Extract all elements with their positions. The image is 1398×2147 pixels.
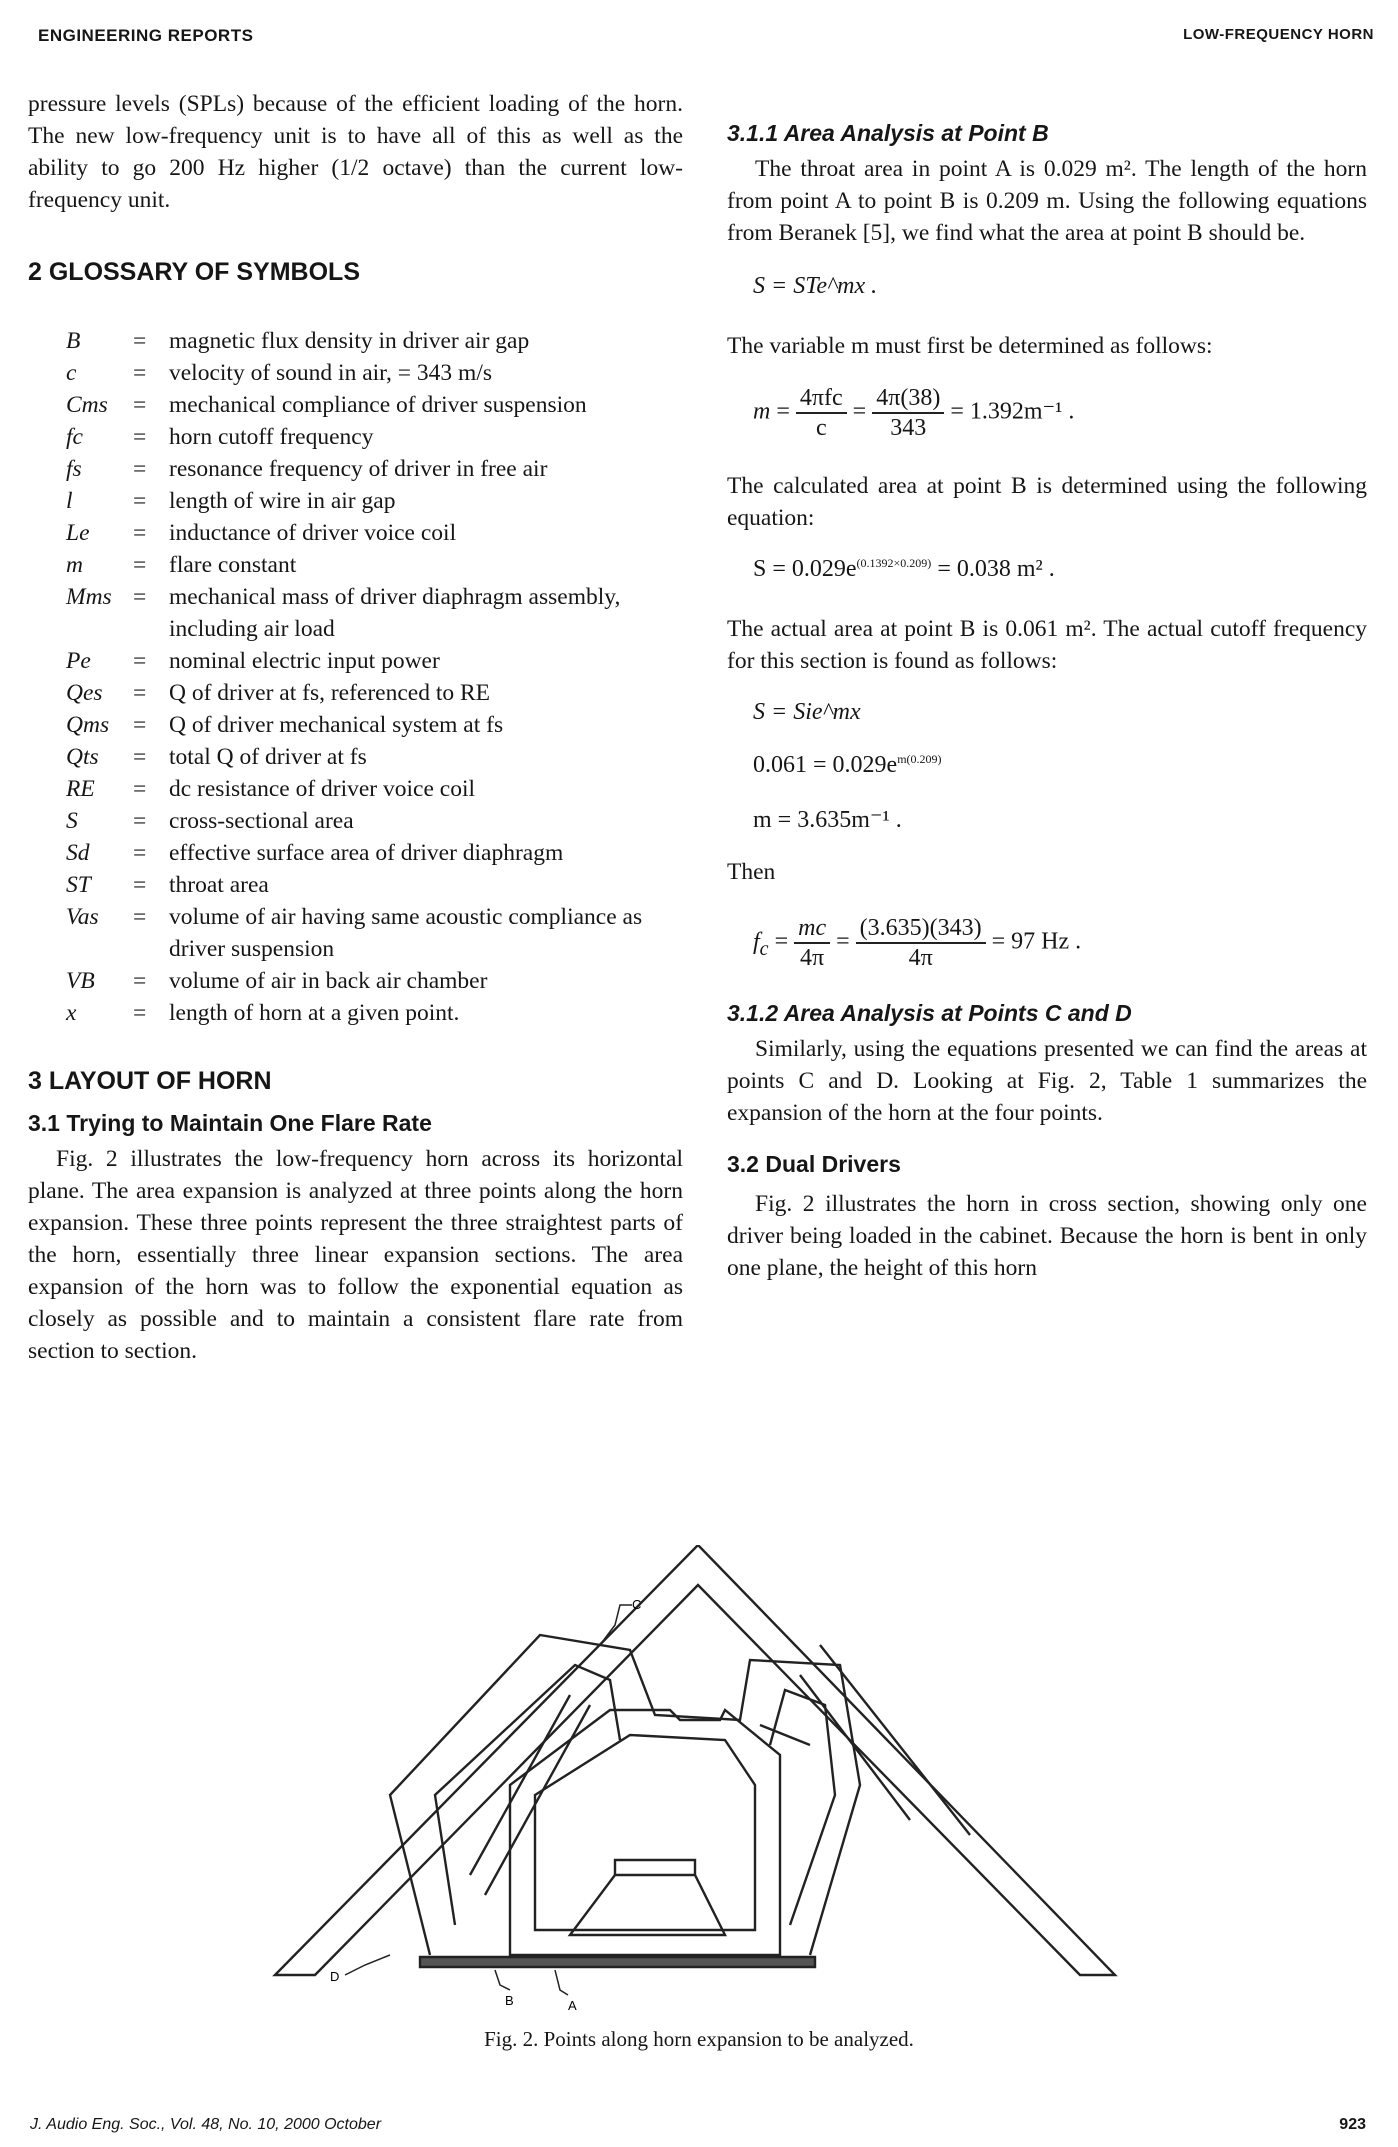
section-3-1-1-heading: 3.1.1 Area Analysis at Point B [727,120,1049,146]
section-3-1-2-text: Similarly, using the equations presented we can find the areas at points C and D. Looking at Fig. 2, Table 1 summarizes the expansion of the horn at the four points. [727,1036,1367,1126]
horn-channel-4 [820,1645,970,1835]
eq5-lhs: 0.061 = 0.029e [753,752,898,778]
text-flare-constant: The variable m must first be determined as follows: [727,333,1213,359]
eq7-num2: (3.635)(343) [856,914,986,944]
eq3-result: = 0.038 m² . [931,556,1055,582]
glossary-row [28,837,683,869]
glossary-definition: Q of driver mechanical system at fs [169,712,504,738]
glossary-row [28,677,683,709]
glossary-equals: = [133,808,147,834]
glossary-symbol: Qms [66,712,110,738]
running-header-left: ENGINEERING REPORTS [38,26,254,45]
glossary-row [28,645,683,677]
running-header-right: LOW-FREQUENCY HORN [1183,26,1374,43]
page-number: 923 [1339,2116,1366,2133]
glossary-equals: = [133,776,147,802]
glossary-row [28,549,683,581]
glossary-equals: = [133,1000,147,1026]
cabinet-outline [275,1545,1115,1975]
equation-7: $f_c$ = $\frac{mc}{4\pi}$ = $\frac{(3.635)(343)}{4\pi}$ = 97 Hz . [753,915,1082,971]
glossary-row [28,869,683,901]
horn-inner-wall-left [435,1665,620,1925]
glossary-symbol: VB [66,968,95,994]
glossary-equals: = [133,392,147,418]
glossary-symbol: B [66,328,81,354]
glossary-heading: 2 GLOSSARY OF SYMBOLS [28,258,360,286]
eq7-den2: 4π [908,945,933,971]
eq7-num1: mc [794,914,830,944]
glossary-definition: mechanical compliance of driver suspension [169,392,587,418]
glossary-definition: length of horn at a given point. [169,1000,460,1026]
left-column [28,88,683,1367]
eq7-result: = 97 Hz . [991,928,1082,955]
intro-paragraph: pressure levels (SPLs) because of the efficient loading of the horn. The new low-frequency unit is to have all of this as well as the ability to go 200 Hz higher (1/2 octave) than the current low-frequency unit. [28,91,683,213]
section-3-1-2-heading: 3.1.2 Area Analysis at Points C and D [727,1000,1132,1026]
glossary-symbol: fs [66,456,82,482]
glossary-symbol: S [66,808,78,834]
glossary-equals: = [133,360,147,386]
glossary-symbol: m [66,552,83,578]
glossary-equals: = [133,744,147,770]
glossary-symbol: Qts [66,744,99,770]
label-point-a: A [568,1998,577,2013]
glossary-row [28,421,683,453]
eq2-den1: c [815,415,827,441]
text-actual-area: The actual area at point B is 0.061 m². The actual cutoff frequency for this section is found as follows: [727,616,1367,674]
glossary-row [28,453,683,485]
eq3-lhs: S = 0.029e [753,556,857,582]
eq7-den1: 4π [800,945,825,971]
glossary-symbol: RE [66,776,95,802]
glossary-equals: = [133,904,147,930]
equation-3 [753,556,1367,583]
glossary-equals: = [133,648,147,674]
glossary-symbol: ST [66,872,91,898]
glossary-equals: = [133,520,147,546]
driver-chamber [510,1710,780,1955]
leader-c [600,1605,632,1645]
glossary-symbol: l [66,488,73,514]
glossary-definition: cross-sectional area [169,808,354,834]
driver-inner-chamber [535,1735,755,1930]
glossary-definition: volume of air having same acoustic compliance as driver suspension [169,904,643,962]
glossary-equals: = [133,584,147,610]
label-point-b: B [505,1993,514,2008]
glossary-table [28,325,683,1029]
glossary-definition: volume of air in back air chamber [169,968,488,994]
glossary-symbol: Cms [66,392,108,418]
eq5-exponent: m(0.209) [897,752,942,766]
label-point-d: D [330,1969,340,1984]
horn-diagram [270,1545,1120,2015]
leader-d [345,1955,390,1975]
glossary-definition: dc resistance of driver voice coil [169,776,476,802]
glossary-symbol: Le [66,520,90,546]
text-calculated-area: The calculated area at point B is determined using the following equation: [727,473,1367,531]
equation-5 [753,752,1367,779]
eq2-num1: 4πfc [796,384,847,414]
right-column [727,120,1367,1284]
glossary-symbol: fc [66,424,83,450]
glossary-symbol: x [66,1000,77,1026]
glossary-definition: length of wire in air gap [169,488,396,514]
horn-channel-3 [760,1725,810,1745]
glossary-equals: = [133,968,147,994]
glossary-symbol: Qes [66,680,103,706]
glossary-row [28,965,683,997]
glossary-equals: = [133,840,147,866]
glossary-definition: flare constant [169,552,297,578]
glossary-definition: velocity of sound in air, = 343 m/s [169,360,492,386]
glossary-row [28,389,683,421]
figure-caption: Fig. 2. Points along horn expansion to be analyzed. [484,2027,914,2051]
glossary-equals: = [133,488,147,514]
glossary-equals: = [133,712,147,738]
section-3-heading: 3 LAYOUT OF HORN [28,1067,272,1095]
glossary-row [28,997,683,1029]
glossary-definition: horn cutoff frequency [169,424,374,450]
glossary-definition: effective surface area of driver diaphragm [169,840,564,866]
section-3-1-1-text: The throat area in point A is 0.029 m². The length of the horn from point A to point B is 0.209 m. Using the following equations from Beranek [5], we find what the area at point B should be. [727,156,1367,246]
glossary-equals: = [133,552,147,578]
glossary-row [28,325,683,357]
horn-channel-1 [470,1695,570,1875]
eq3-exponent: (0.1392×0.209) [856,556,932,570]
glossary-row [28,517,683,549]
glossary-row [28,709,683,741]
glossary-equals: = [133,680,147,706]
glossary-definition: Q of driver at fs, referenced to RE [169,680,491,706]
equation-1: S = STe^mx . [753,273,878,299]
glossary-row [28,485,683,517]
glossary-row [28,773,683,805]
equation-6: m = 3.635m⁻¹ . [753,807,902,833]
glossary-symbol: Sd [66,840,90,866]
eq2-result: = 1.392m⁻¹ . [950,398,1075,425]
section-3-2-heading: 3.2 Dual Drivers [727,1151,901,1177]
glossary-symbol: Pe [66,648,91,674]
glossary-definition: inductance of driver voice coil [169,520,457,546]
driver-magnet [615,1860,695,1875]
bottom-plate [420,1957,815,1967]
glossary-equals: = [133,328,147,354]
glossary-row [28,581,683,645]
then-label: Then [727,859,776,885]
leader-b [495,1970,510,1990]
glossary-row [28,805,683,837]
equation-2: m = $\frac{\text{4πfc}}{c}$ = $\frac{4\pi(38)}{343}$ = 1.392m⁻¹ . [753,385,1075,441]
eq2-num2: 4π(38) [872,384,944,414]
glossary-definition: nominal electric input power [169,648,440,674]
glossary-equals: = [133,872,147,898]
section-3-1-heading: 3.1 Trying to Maintain One Flare Rate [28,1110,432,1136]
glossary-equals: = [133,456,147,482]
glossary-symbol: Vas [66,904,99,930]
eq2-den2: 343 [890,415,927,441]
section-3-2-text: Fig. 2 illustrates the horn in cross section, showing only one driver being loaded in the cabinet. Because the horn is bent in only one plane, the height of this horn [727,1191,1367,1281]
section-3-1-text: Fig. 2 illustrates the low-frequency horn across its horizontal plane. The area expansion is analyzed at three points along the horn expansion. These three points represent the three straightest parts of the horn, essentially three linear expansion sections. The area expansion of the horn was to follow the exponential equation as closely as possible and to maintain a consistent flare rate from section to section. [28,1146,683,1364]
glossary-definition: resonance frequency of driver in free air [169,456,548,482]
glossary-symbol: Mms [66,584,112,610]
horn-outer-wall [390,1635,860,1955]
glossary-symbol: c [66,360,77,386]
glossary-definition: mechanical mass of driver diaphragm assembly, including air load [169,584,621,642]
glossary-definition: throat area [169,872,269,898]
footer-citation: J. Audio Eng. Soc., Vol. 48, No. 10, 2000 October [30,2116,382,2133]
glossary-definition: magnetic flux density in driver air gap [169,328,530,354]
label-point-c: C [632,1597,642,1612]
glossary-row [28,741,683,773]
glossary-row [28,357,683,389]
leader-a [555,1970,568,1995]
glossary-row [28,901,683,965]
equation-4: S = Sie^mx [753,699,861,725]
glossary-definition: total Q of driver at fs [169,744,367,770]
driver-icon [570,1875,725,1935]
glossary-equals: = [133,424,147,450]
